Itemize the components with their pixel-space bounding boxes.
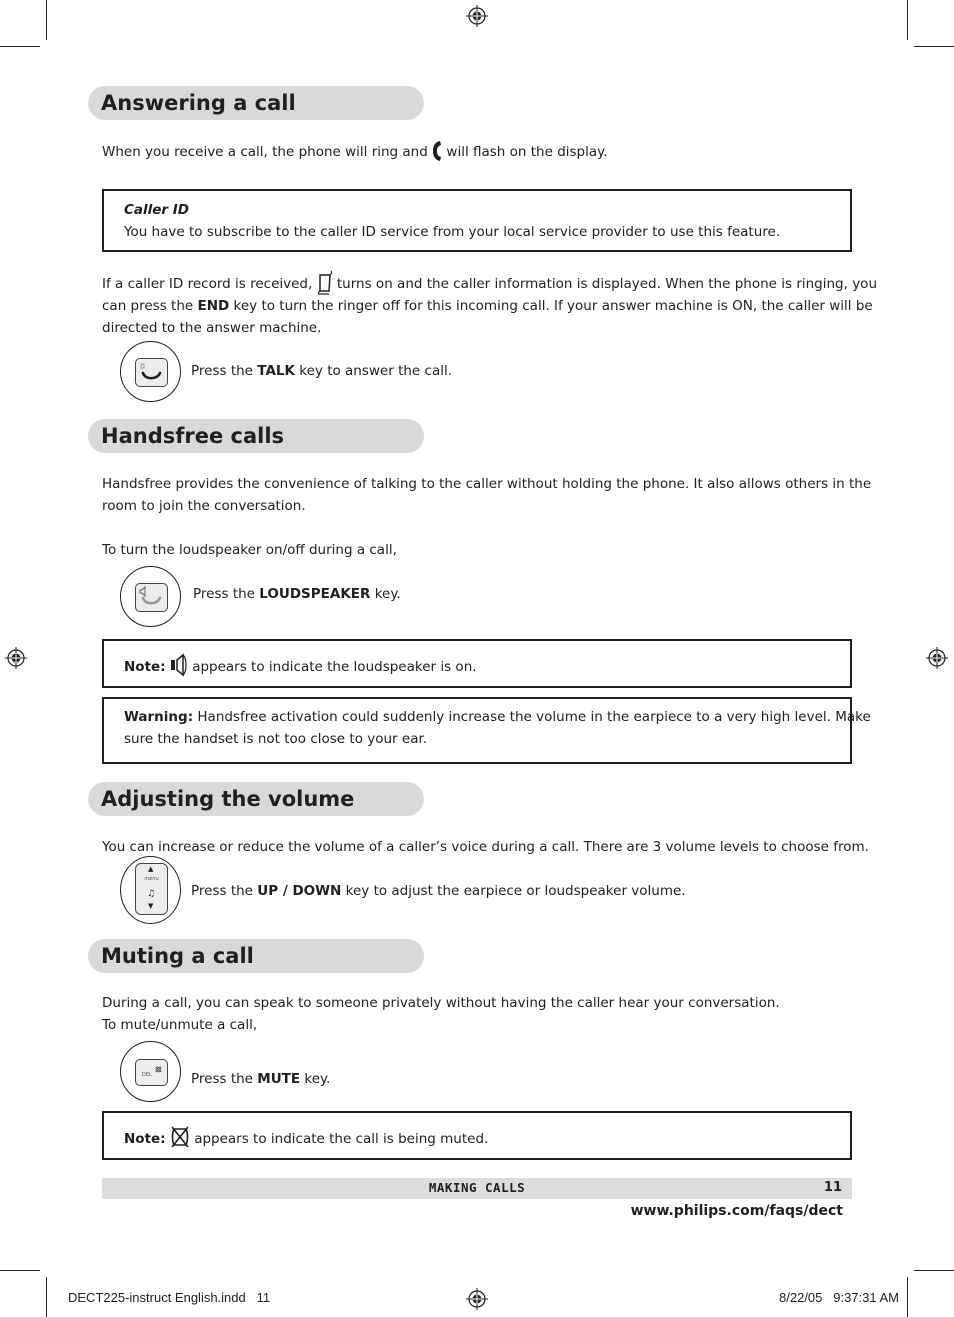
del-key-label: DEL xyxy=(142,1072,152,1078)
volume-step: Press the UP / DOWN key to adjust the earpiece or loudspeaker volume. xyxy=(191,883,686,899)
caller-id-paragraph: If a caller ID record is received, turns on and the caller information is displayed. When the phone is ringing, you can press the END key to turn the ringer off for this incoming call. If your answer machine is ON, the caller will be directed to the answer machine. xyxy=(102,271,842,339)
section-title: Muting a call xyxy=(101,944,254,968)
loudspeaker-phone-icon xyxy=(136,584,167,611)
section-title: Answering a call xyxy=(101,91,296,115)
caller-id-book-icon xyxy=(317,271,333,295)
loudspeaker-step: Press the LOUDSPEAKER key. xyxy=(193,586,401,602)
volume-intro: You can increase or reduce the volume of a caller’s voice during a call. There are 3 volume levels to choose from. xyxy=(102,839,869,855)
talk-key-illustration xyxy=(120,341,181,402)
registration-mark-icon xyxy=(466,1288,488,1310)
mute-note: Note: appears to indicate the call is being muted. xyxy=(124,1125,488,1150)
page-number: 11 xyxy=(823,1180,842,1195)
mute-key xyxy=(135,1059,168,1086)
crop-mark xyxy=(914,46,954,47)
crop-mark xyxy=(907,0,908,40)
mute-step: Press the MUTE key. xyxy=(191,1071,331,1087)
footer-section-name: MAKING CALLS xyxy=(428,1180,526,1195)
loudspeaker-key xyxy=(135,583,168,612)
crop-mark xyxy=(0,46,40,47)
loudspeaker-key-illustration xyxy=(120,566,181,627)
footer-bar xyxy=(102,1178,852,1199)
up-down-key xyxy=(135,863,168,915)
down-arrow-icon: ▼ xyxy=(148,902,154,910)
warning-box xyxy=(102,697,871,764)
crop-mark xyxy=(914,1270,954,1271)
registration-mark-icon xyxy=(926,647,948,669)
muting-intro: During a call, you can speak to someone privately without having the caller hear your conversation. To mute/unmute a call, xyxy=(102,995,780,1033)
up-down-key-illustration xyxy=(120,856,181,924)
crop-mark xyxy=(0,1270,40,1271)
section-heading-muting xyxy=(88,939,424,973)
section-heading-handsfree xyxy=(88,419,424,453)
talk-phone-icon xyxy=(136,359,167,386)
section-title: Handsfree calls xyxy=(101,424,285,448)
slug-timestamp: 8/22/05 9:37:31 AM xyxy=(779,1290,899,1305)
section-title: Adjusting the volume xyxy=(101,787,355,811)
registration-mark-icon xyxy=(466,5,488,27)
footer-url[interactable]: www.philips.com/faqs/dect xyxy=(630,1203,843,1219)
crop-mark xyxy=(907,1277,908,1317)
caller-id-text: You have to subscribe to the caller ID service from your local service provider to use this feature. xyxy=(124,224,781,240)
crop-mark xyxy=(46,0,47,40)
loudspeaker-icon xyxy=(170,653,188,677)
handsfree-instruction: To turn the loudspeaker on/off during a call, xyxy=(102,542,397,558)
handsfree-intro: Handsfree provides the convenience of talking to the caller without holding the phone. It also allows others in the room to join the conversation. xyxy=(102,476,872,514)
mute-icon xyxy=(170,1125,190,1149)
mute-note-box xyxy=(102,1111,852,1160)
up-arrow-icon: ▲ xyxy=(148,865,154,873)
loudspeaker-note: Note: appears to indicate the loudspeaker is on. xyxy=(124,653,477,678)
caller-id-box xyxy=(102,189,852,252)
mute-key-illustration xyxy=(120,1041,181,1102)
slug-filename: DECT225-instruct English.indd 11 xyxy=(68,1290,271,1305)
warning-text: Warning: Handsfree activation could suddenly increase the volume in the earpiece to a very high level. Make sure the handset is not too close to your ear. xyxy=(124,709,871,747)
talk-key xyxy=(135,358,168,387)
registration-mark-icon xyxy=(5,647,27,669)
caller-id-title: Caller ID xyxy=(124,202,190,218)
crop-mark xyxy=(46,1277,47,1317)
answering-intro: When you receive a call, the phone will ring and will flash on the display. xyxy=(102,140,608,163)
volume-note-icon: ♫ xyxy=(147,889,156,899)
menu-key-label: menu xyxy=(144,876,159,882)
talk-step: Press the TALK key to answer the call. xyxy=(191,363,453,379)
handset-ringing-icon xyxy=(432,140,442,162)
section-heading-answering xyxy=(88,86,424,120)
section-heading-volume xyxy=(88,782,424,816)
loudspeaker-note-box xyxy=(102,639,852,688)
mute-small-icon: ⊠ xyxy=(155,1065,162,1074)
